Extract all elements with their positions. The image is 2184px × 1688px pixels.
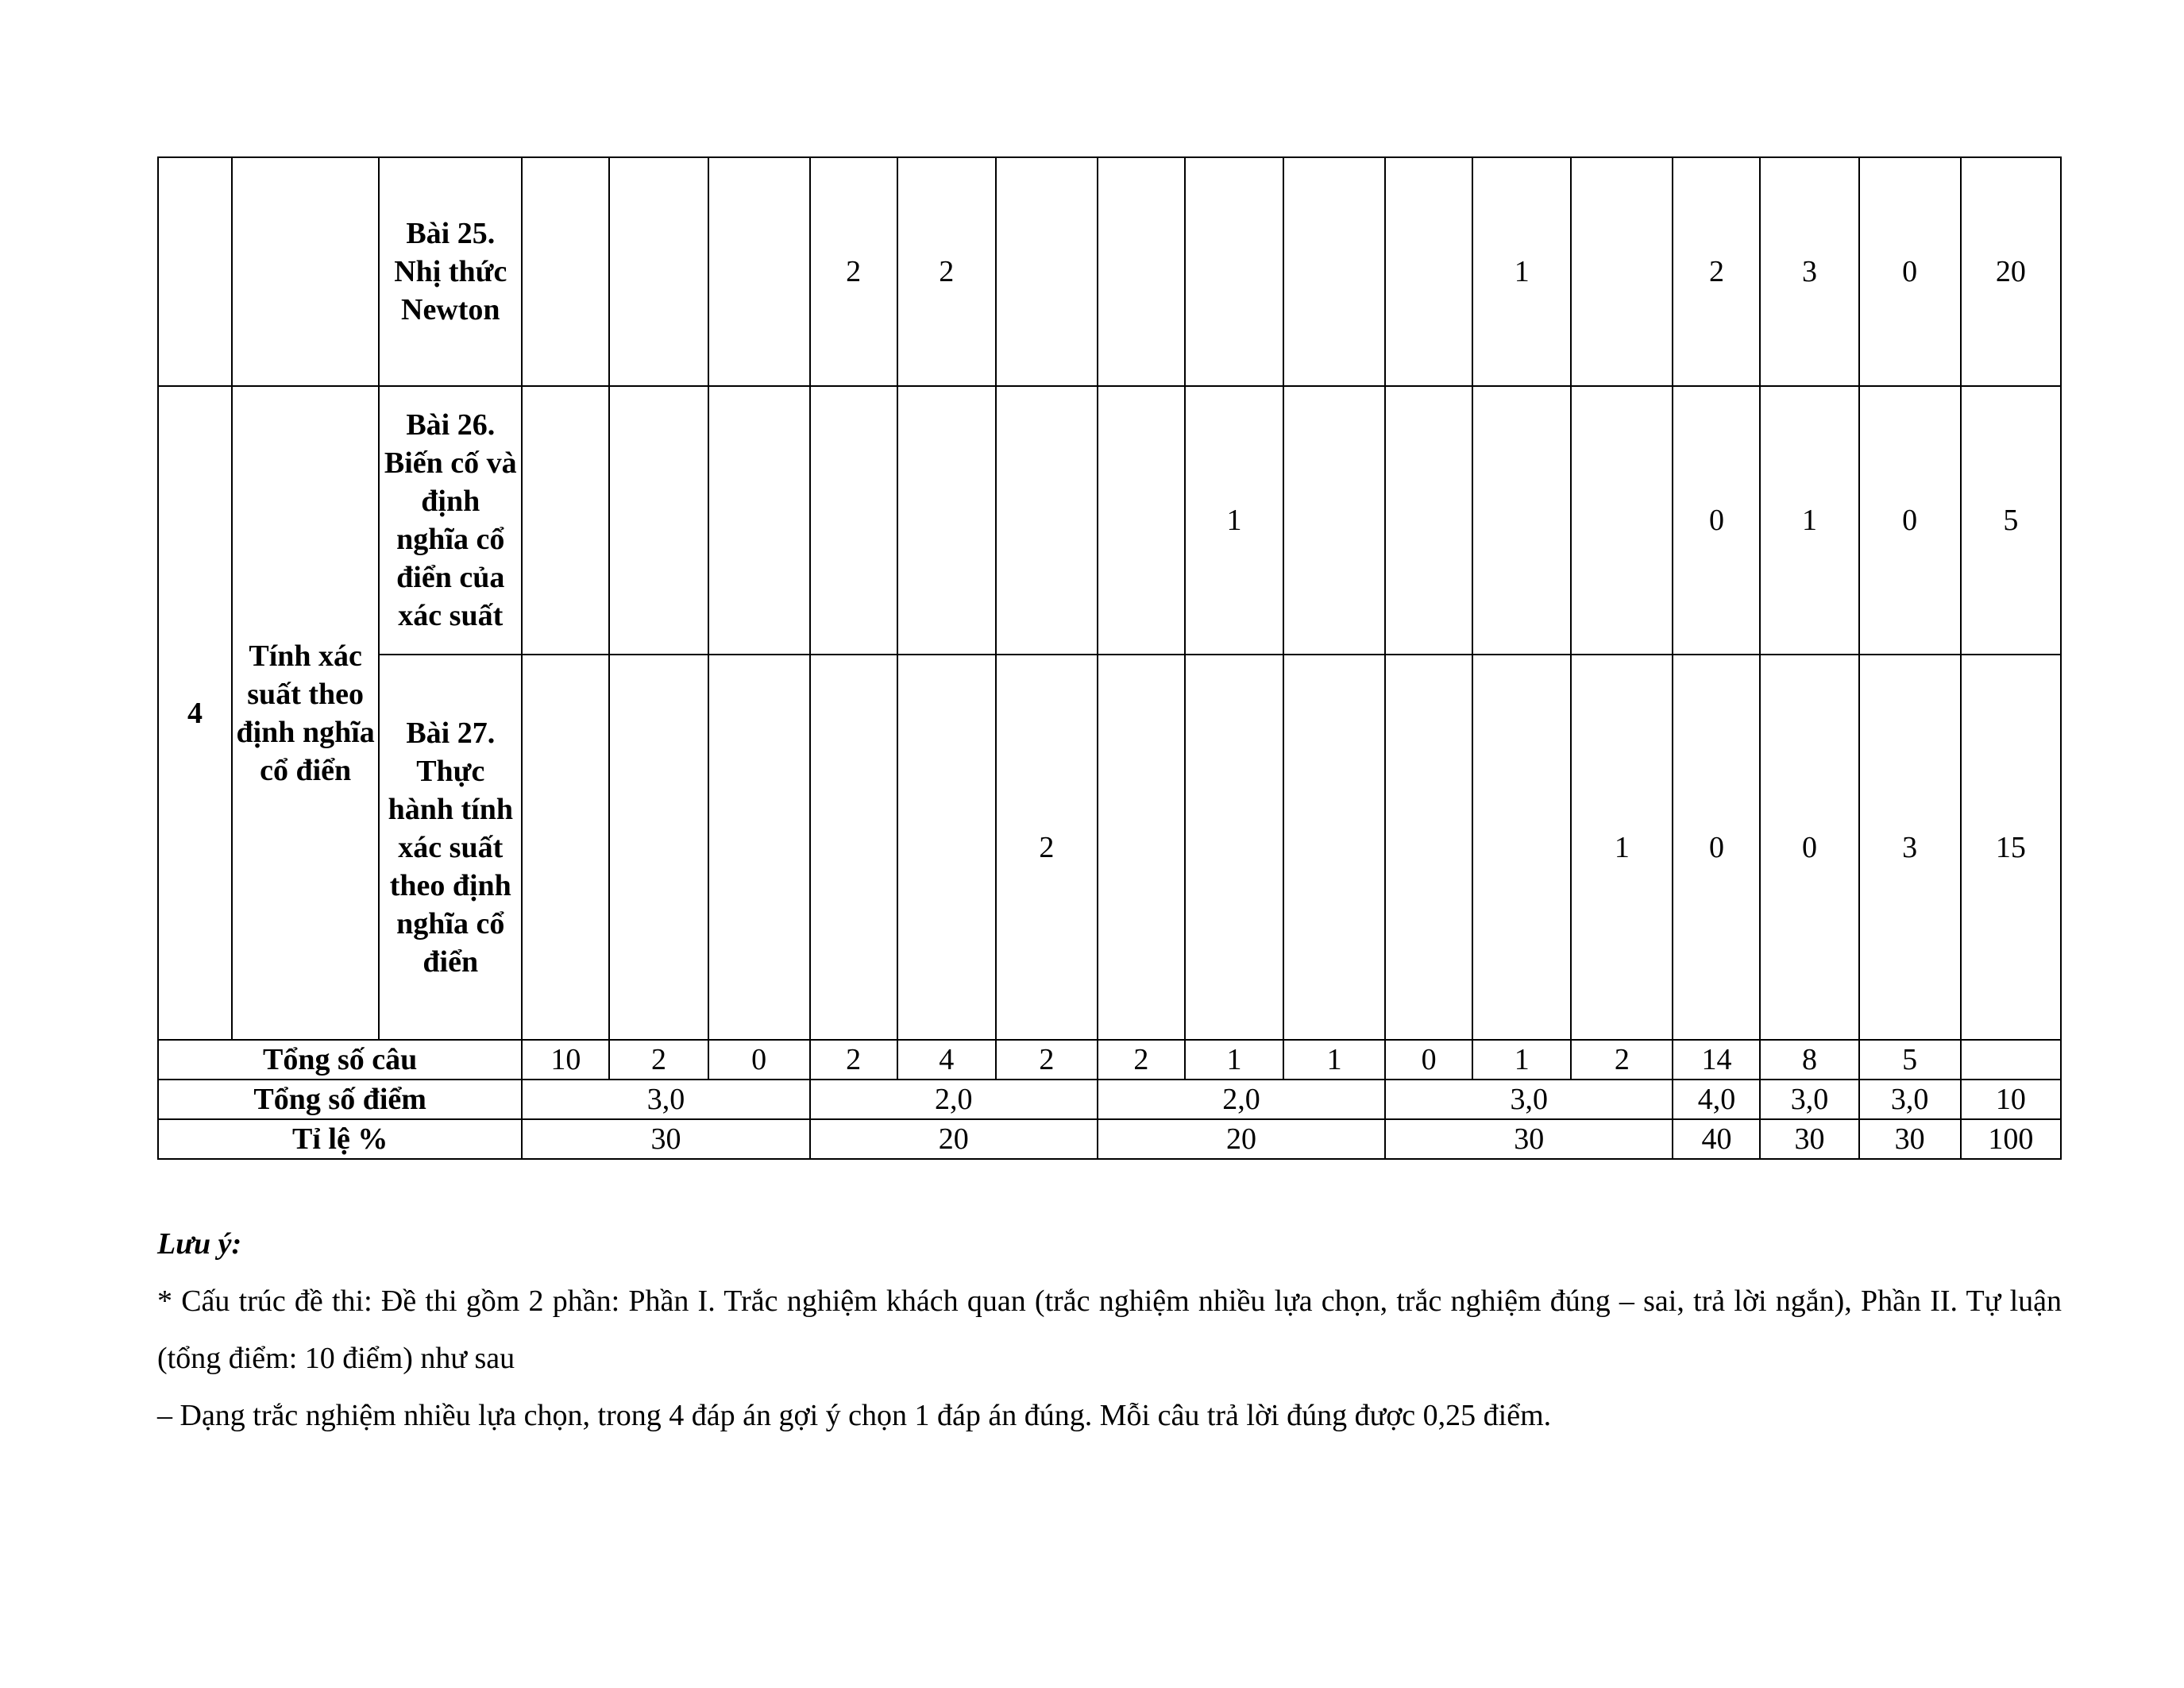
table-cell: 2: [1673, 157, 1760, 386]
notes-section: [157, 1215, 2062, 1444]
table-cell: 4,0: [1673, 1080, 1760, 1119]
table-cell: [1472, 386, 1571, 655]
total-points-row: [158, 1080, 2061, 1119]
table-cell: 100: [1961, 1119, 2061, 1159]
table-cell: [609, 157, 708, 386]
table-cell: 0: [1673, 386, 1760, 655]
table-cell: 20: [810, 1119, 1098, 1159]
table-cell: 3: [1859, 655, 1961, 1040]
table-cell: 2: [996, 1040, 1098, 1080]
table-cell: 2: [1098, 1040, 1185, 1080]
table-cell: 8: [1760, 1040, 1858, 1080]
table-cell: 1: [1571, 655, 1673, 1040]
table-cell: [1098, 157, 1185, 386]
table-cell: 2: [609, 1040, 708, 1080]
table-cell: [810, 386, 897, 655]
table-cell: 1: [1760, 386, 1858, 655]
table-cell: [1185, 655, 1283, 1040]
table-cell: 5: [1859, 1040, 1961, 1080]
table-cell: [897, 386, 996, 655]
table-cell: [996, 386, 1098, 655]
table-cell: 0: [1385, 1040, 1472, 1080]
table-cell: 0: [1859, 386, 1961, 655]
table-cell: 2: [897, 157, 996, 386]
table-cell: [1283, 157, 1385, 386]
table-cell: [1385, 386, 1472, 655]
topic-number: 4: [158, 386, 232, 1040]
table-cell: [609, 655, 708, 1040]
table-cell: 4: [897, 1040, 996, 1080]
total-questions-row: [158, 1040, 2061, 1080]
table-cell: [522, 157, 609, 386]
table-cell: [708, 386, 810, 655]
matrix-table: [157, 156, 2062, 1160]
table-cell: [1571, 386, 1673, 655]
table-cell: 3,0: [1385, 1080, 1673, 1119]
table-cell: 0: [1673, 655, 1760, 1040]
note-paragraph: – Dạng trắc nghiệm nhiều lựa chọn, trong 4 đáp án gợi ý chọn 1 đáp án đúng. Mỗi câu trả lời đúng được 0,25 điểm.: [157, 1399, 1552, 1432]
ratio-row: [158, 1119, 2061, 1159]
table-cell: 3: [1760, 157, 1858, 386]
table-cell: 2: [810, 157, 897, 386]
table-cell: 1: [1185, 386, 1283, 655]
table-cell: [996, 157, 1098, 386]
table-cell: [522, 655, 609, 1040]
table-cell: 14: [1673, 1040, 1760, 1080]
table-cell: 1: [1472, 1040, 1571, 1080]
table-cell: 0: [708, 1040, 810, 1080]
table-cell: [609, 386, 708, 655]
table-cell: 30: [522, 1119, 809, 1159]
table-cell: 3,0: [1859, 1080, 1961, 1119]
table-cell: [1098, 386, 1185, 655]
table-cell: 15: [1961, 655, 2061, 1040]
table-cell: 10: [522, 1040, 609, 1080]
table-cell: 3,0: [522, 1080, 809, 1119]
table-cell: 3,0: [1760, 1080, 1858, 1119]
table-cell: [522, 386, 609, 655]
table-row: [158, 386, 2061, 655]
table-cell: [1961, 1040, 2061, 1080]
table-cell: 1: [1472, 157, 1571, 386]
topic-name: Tính xác suất theo định nghĩa cổ điển: [232, 386, 379, 1040]
table-cell: 0: [1760, 655, 1858, 1040]
table-cell: [1283, 386, 1385, 655]
table-cell: [897, 655, 996, 1040]
notes-title: Lưu ý:: [157, 1227, 242, 1261]
table-row: [158, 655, 2061, 1040]
note-paragraph: * Cấu trúc đề thi: Đề thi gồm 2 phần: Phần I. Trắc nghiệm khách quan (trắc nghiệm nhiều lựa chọn, trắc nghiệm đúng – sai, trả lời ngắn), Phần II. Tự luận (tổng điểm: 10 điểm) như sau: [157, 1284, 2062, 1375]
table-cell: 20: [1961, 157, 2061, 386]
table-cell: [1185, 157, 1283, 386]
table-cell: [1385, 655, 1472, 1040]
table-cell: 40: [1673, 1119, 1760, 1159]
table-cell: 2,0: [1098, 1080, 1385, 1119]
table-cell: 1: [1185, 1040, 1283, 1080]
table-cell: 30: [1385, 1119, 1673, 1159]
table-cell: 1: [1283, 1040, 1385, 1080]
total-points-label: Tổng số điểm: [158, 1080, 522, 1119]
topic-name-cell-empty: [232, 157, 379, 386]
lesson-name: Bài 25. Nhị thức Newton: [379, 157, 522, 386]
table-cell: [708, 157, 810, 386]
table-cell: 20: [1098, 1119, 1385, 1159]
table-cell: [1283, 655, 1385, 1040]
table-cell: [1571, 157, 1673, 386]
table-cell: 10: [1961, 1080, 2061, 1119]
lesson-name: Bài 27. Thực hành tính xác suất theo định nghĩa cổ điển: [379, 655, 522, 1040]
total-questions-label: Tổng số câu: [158, 1040, 522, 1080]
lesson-name: Bài 26. Biến cố và định nghĩa cổ điển của xác suất: [379, 386, 522, 655]
table-cell: 2: [810, 1040, 897, 1080]
table-cell: [810, 655, 897, 1040]
table-cell: 30: [1859, 1119, 1961, 1159]
topic-number-cell-empty: [158, 157, 232, 386]
ratio-label: Tỉ lệ %: [158, 1119, 522, 1159]
table-cell: 2: [1571, 1040, 1673, 1080]
table-cell: [708, 655, 810, 1040]
table-cell: [1472, 655, 1571, 1040]
table-cell: [1098, 655, 1185, 1040]
table-cell: 2: [996, 655, 1098, 1040]
table-cell: 0: [1859, 157, 1961, 386]
table-cell: 2,0: [810, 1080, 1098, 1119]
table-row: [158, 157, 2061, 386]
table-cell: 5: [1961, 386, 2061, 655]
table-cell: 30: [1760, 1119, 1858, 1159]
table-cell: [1385, 157, 1472, 386]
